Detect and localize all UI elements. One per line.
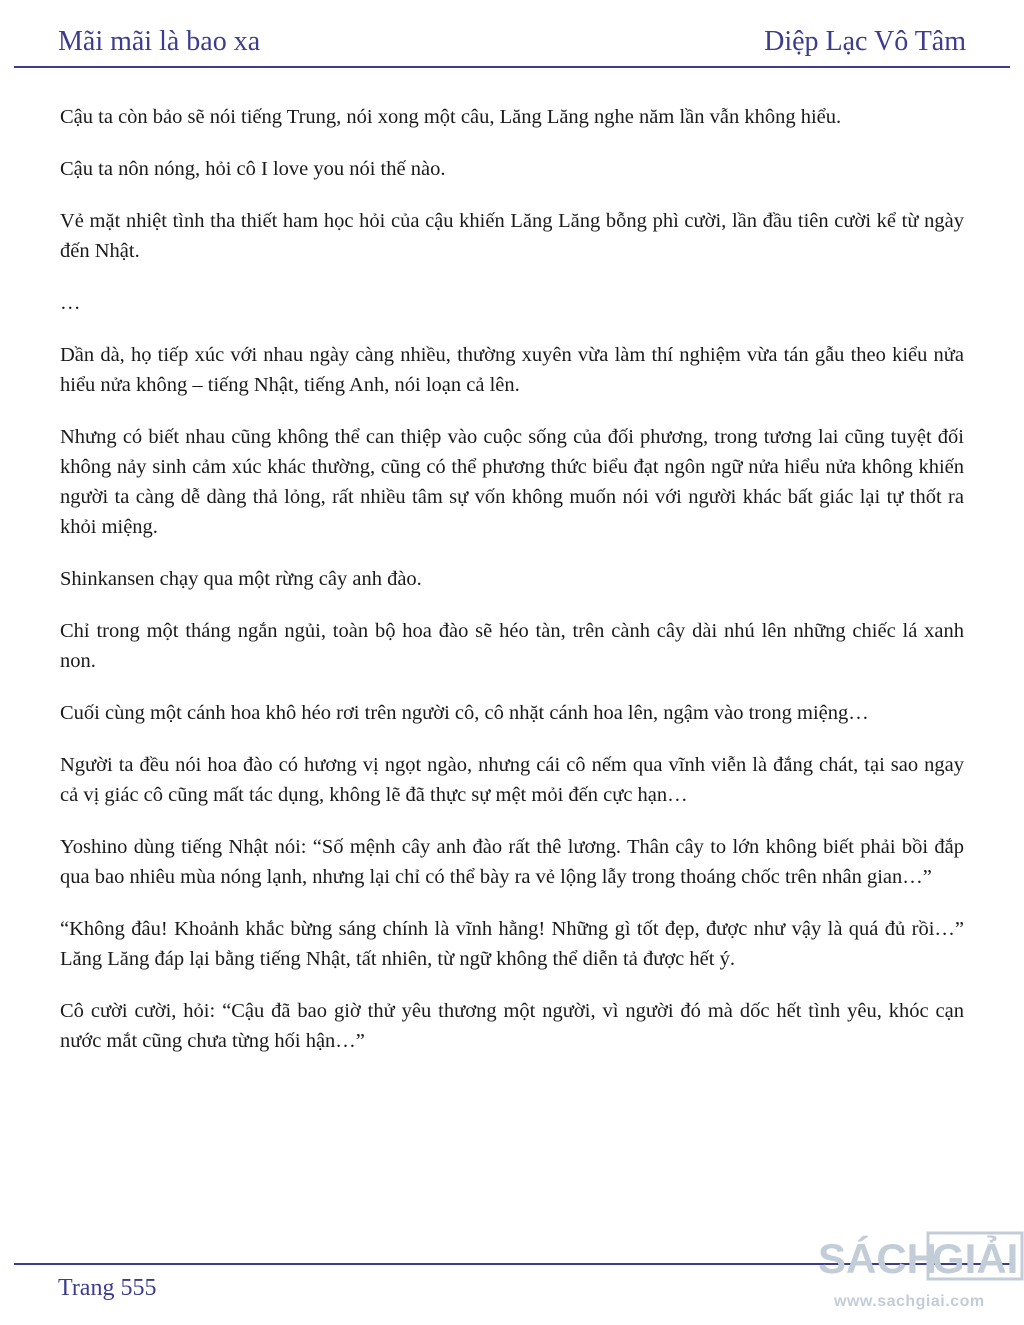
svg-text:GIẢI: GIẢI xyxy=(932,1235,1019,1282)
paragraph: Cậu ta còn bảo sẽ nói tiếng Trung, nói xong một câu, Lăng Lăng nghe năm lần vẫn không hiểu. xyxy=(60,106,842,128)
page-body xyxy=(60,102,964,1078)
sachgiai-logo xyxy=(816,1227,1024,1287)
paragraph: Dần dà, họ tiếp xúc với nhau ngày càng nhiều, thường xuyên vừa làm thí nghiệm vừa tán gẫu theo kiểu nửa hiểu nửa không – tiếng Nhật, tiếng Anh, nói loạn cả lên. xyxy=(60,344,964,396)
paragraph: Nhưng có biết nhau cũng không thể can thiệp vào cuộc sống của đối phương, trong tương lai cũng tuyệt đối không nảy sinh cảm xúc khác thường, cũng có thể phương thức biểu đạt ngôn ngữ nửa hiểu nửa không khiến người ta càng dễ dàng thả lỏng, rất nhiều tâm sự vốn không muốn nói với người khác bất giác lại tự thốt ra khỏi miệng. xyxy=(60,426,964,538)
svg-text:SÁCH: SÁCH xyxy=(818,1235,938,1282)
paragraph: Người ta đều nói hoa đào có hương vị ngọt ngào, nhưng cái cô nếm qua vĩnh viễn là đắng chát, tại sao ngay cả vị giác cô cũng mất tác dụng, không lẽ đã thực sự mệt mỏi đến cực hạn… xyxy=(60,754,964,806)
book-title: Mãi mãi là bao xa xyxy=(58,26,261,57)
paragraph: Vẻ mặt nhiệt tình tha thiết ham học hỏi của cậu khiến Lăng Lăng bỗng phì cười, lần đầu tiên cười kể từ ngày đến Nhật. xyxy=(60,210,964,262)
watermark-url: www.sachgiai.com xyxy=(834,1293,985,1310)
paragraph: Chỉ trong một tháng ngắn ngủi, toàn bộ hoa đào sẽ héo tàn, trên cành cây dài nhú lên những chiếc lá xanh non. xyxy=(60,620,964,672)
paragraph: … xyxy=(60,292,81,314)
page-number: Trang 555 xyxy=(58,1275,157,1301)
paragraph: Shinkansen chạy qua một rừng cây anh đào. xyxy=(60,568,422,590)
paragraph: Cuối cùng một cánh hoa khô héo rơi trên người cô, cô nhặt cánh hoa lên, ngậm vào trong miệng… xyxy=(60,702,869,724)
paragraph: “Không đâu! Khoảnh khắc bừng sáng chính là vĩnh hằng! Những gì tốt đẹp, được như vậy là quá đủ rồi…” Lăng Lăng đáp lại bằng tiếng Nhật, tất nhiên, từ ngữ không thể diễn tả được hết ý. xyxy=(60,918,964,970)
watermark xyxy=(816,1227,1024,1317)
author-name: Diệp Lạc Vô Tâm xyxy=(764,26,966,57)
page-header xyxy=(14,22,1010,68)
paragraph: Yoshino dùng tiếng Nhật nói: “Số mệnh cây anh đào rất thê lương. Thân cây to lớn không biết phải bồi đắp qua bao nhiêu mùa nóng lạnh, nhưng lại chỉ có thể bày ra vẻ lộng lẫy trong thoáng chốc trên nhân gian…” xyxy=(60,836,964,888)
paragraph: Cậu ta nôn nóng, hỏi cô I love you nói thế nào. xyxy=(60,158,446,180)
paragraph: Cô cười cười, hỏi: “Cậu đã bao giờ thử yêu thương một người, vì người đó mà dốc hết tình yêu, khóc cạn nước mắt cũng chưa từng hối hận…” xyxy=(60,1000,964,1052)
